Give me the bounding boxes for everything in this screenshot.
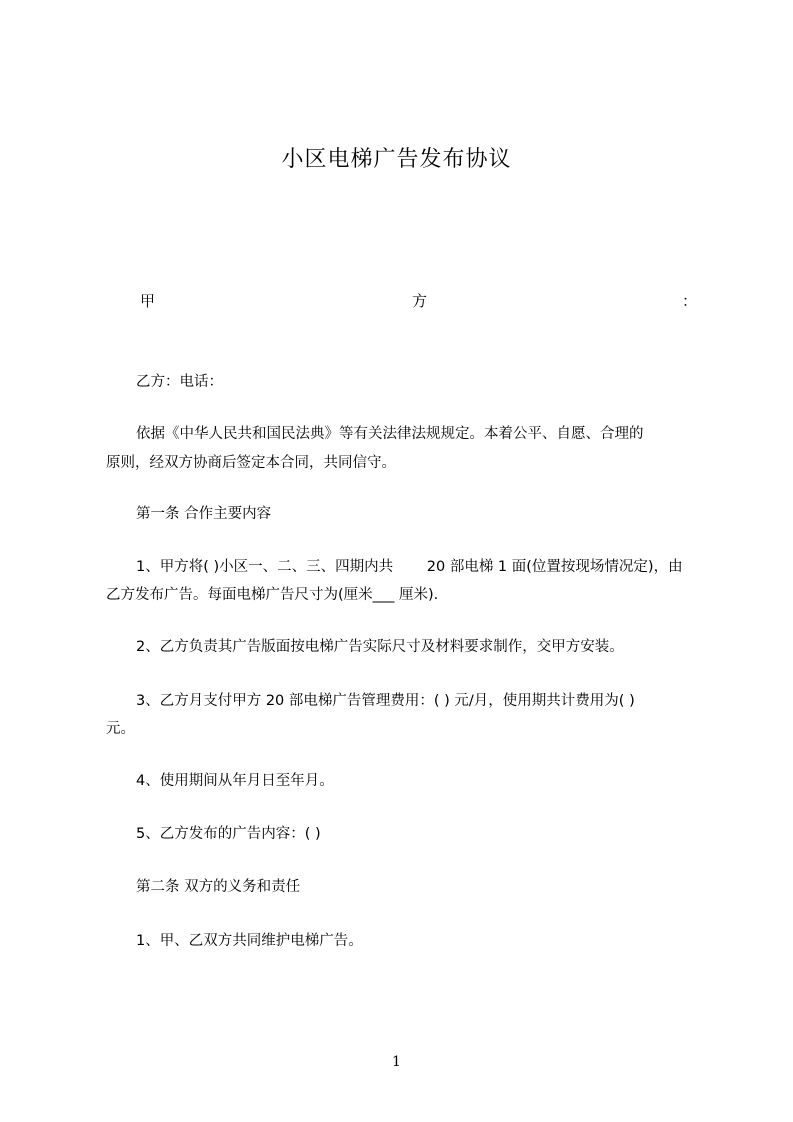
article-1-item-3-line-2: 元。 xyxy=(106,721,135,737)
party-a-label-char1: 甲 xyxy=(140,292,156,310)
article-1-item-4: 4、使用期间从年月日至年月。 xyxy=(136,773,334,789)
page-number: 1 xyxy=(392,1054,401,1070)
intro-paragraph-line-1: 依据《中华人民共和国民法典》等有关法律法规规定。本着公平、自愿、合理的 xyxy=(136,426,644,442)
article-1-item-1-line-2: 乙方发布广告。每面电梯广告尺寸为(厘米___ 厘米). xyxy=(106,587,439,603)
article-2-heading: 第二条 双方的义务和责任 xyxy=(136,879,301,895)
article-1-item-1-line-1: 1、甲方将( )小区一、二、三、四期内共 20 部电梯 1 面(位置按现场情况定)，由 xyxy=(136,559,683,575)
article-1-item-2: 2、乙方负责其广告版面按电梯广告实际尺寸及材料要求制作，交甲方安装。 xyxy=(136,639,624,655)
party-b-line: 乙方：电话： xyxy=(136,374,223,390)
party-a-label-char2: 方 xyxy=(412,292,428,310)
article-1-item-3-line-1: 3、乙方月支付甲方 20 部电梯广告管理费用：( ) 元/月，使用期共计费用为( ) xyxy=(136,693,635,709)
page-title: 小区电梯广告发布协议 xyxy=(281,147,512,172)
article-2-item-1: 1、甲、乙双方共同维护电梯广告。 xyxy=(136,933,363,949)
article-1-heading: 第一条 合作主要内容 xyxy=(136,506,272,522)
article-1-item-5: 5、乙方发布的广告内容：( ) xyxy=(136,826,321,842)
party-a-colon: ： xyxy=(682,292,698,310)
intro-paragraph-line-2: 原则，经双方协商后签定本合同，共同信守。 xyxy=(106,455,396,471)
